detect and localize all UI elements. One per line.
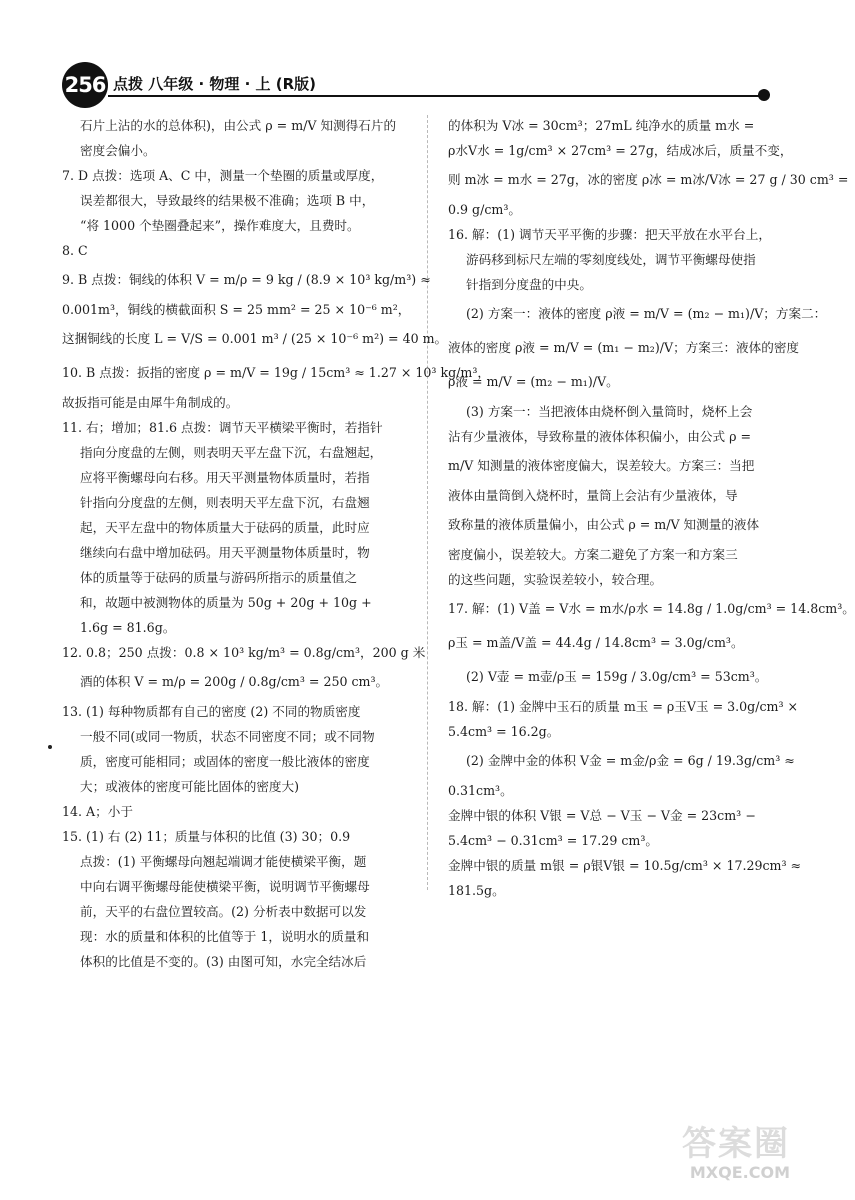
- text-line: 大；或液体的密度可能比固体的密度大): [80, 779, 300, 794]
- text-line: 误差都很大，导致最终的结果极不准确；选项 B 中，: [80, 193, 375, 208]
- text-line: 针指到分度盘的中央。: [466, 277, 592, 292]
- text-line: 一般不同(或同一物质，状态不同密度不同；或不同物: [80, 729, 375, 744]
- page-number-badge: 256: [62, 62, 108, 108]
- text-line: 这捆铜线的长度 L = V/S = 0.001 m³ / (25 × 10⁻⁶ m²) = 40 m。: [62, 331, 448, 346]
- text-line: 针指向分度盘的左侧，则表明天平左盘下沉，右盘翘: [80, 495, 370, 510]
- text-line: 181.5g。: [448, 883, 505, 898]
- text-line: 继续向右盘中增加砝码。用天平测量物体质量时，物: [80, 545, 370, 560]
- text-line: 金牌中银的质量 m银 = ρ银V银 = 10.5g/cm³ × 17.29cm³ ≈: [448, 858, 802, 873]
- text-line: 应将平衡螺母向右移。用天平测量物体质量时，若指: [80, 470, 370, 485]
- header-rule-dot: [758, 89, 770, 101]
- page-header: [0, 0, 803, 110]
- text-line: 5.4cm³ = 16.2g。: [448, 724, 560, 739]
- text-line: 则 m冰 = m水 = 27g，冰的密度 ρ冰 = m冰/V冰 = 27 g / 30 cm³ =: [448, 172, 849, 187]
- text-line: 酒的体积 V = m/ρ = 200g / 0.8g/cm³ = 250 cm³。: [80, 674, 389, 689]
- margin-dot: [48, 745, 52, 749]
- text-line: 1.6g = 81.6g。: [80, 620, 176, 635]
- text-line: (2) 方案一：液体的密度 ρ液 = m/V = (m₂ − m₁)/V；方案二：: [466, 306, 827, 321]
- text-line: 现：水的质量和体积的比值等于 1，说明水的质量和: [80, 929, 370, 944]
- answer-line: 9. B 点拨：铜线的体积 V = m/ρ = 9 kg / (8.9 × 10³ kg/m³) ≈: [62, 272, 431, 287]
- text-line: 致称量的液体质量偏小，由公式 ρ = m/V 知测量的液体: [448, 517, 760, 532]
- text-line: 故扳指可能是由犀牛角制成的。: [62, 395, 239, 410]
- text-line: 液体的密度 ρ液 = m/V = (m₁ − m₂)/V；方案三：液体的密度: [448, 340, 800, 355]
- text-line: 前，天平的右盘位置较高。(2) 分析表中数据可以发: [80, 904, 367, 919]
- text-line: 石片上沾的水的总体积)，由公式 ρ = m/V 知测得石片的: [80, 118, 397, 133]
- header-rule: [108, 95, 763, 97]
- text-line: 体的质量等于砝码的质量与游码所指示的质量值之: [80, 570, 358, 585]
- answer-line: 8. C: [62, 243, 88, 258]
- answer-line: 7. D 点拨：选项 A、C 中，测量一个垫圈的质量或厚度，: [62, 168, 384, 183]
- answer-line: 18. 解：(1) 金牌中玉石的质量 m玉 = ρ玉V玉 = 3.0g/cm³ ×: [448, 699, 799, 714]
- text-line: 0.31cm³。: [448, 783, 513, 798]
- text-line: ρ液 = m/V = (m₂ − m₁)/V。: [448, 374, 619, 389]
- text-line: (2) V壶 = m壶/ρ玉 = 159g / 3.0g/cm³ = 53cm³。: [466, 669, 768, 684]
- answer-line: 15. (1) 右 (2) 11；质量与体积的比值 (3) 30；0.9: [62, 829, 351, 844]
- text-line: m/V 知测量的液体密度偏大，误差较大。方案三：当把: [448, 458, 755, 473]
- text-line: 点拨：(1) 平衡螺母向翘起端调才能使横梁平衡，题: [80, 854, 367, 869]
- text-line: 和，故题中被测物体的质量为 50g + 20g + 10g +: [80, 595, 372, 610]
- watermark-stamp: 答案圈: [682, 1124, 790, 1164]
- answer-line: 17. 解：(1) V盖 = V水 = m水/ρ水 = 14.8g / 1.0g/cm³ = 14.8cm³。: [448, 601, 855, 616]
- text-line: 5.4cm³ − 0.31cm³ = 17.29 cm³。: [448, 833, 658, 848]
- column-divider: [427, 115, 428, 890]
- text-line: 液体由量筒倒入烧杯时，量筒上会沾有少量液体，导: [448, 488, 738, 503]
- text-line: 指向分度盘的左侧，则表明天平左盘下沉，右盘翘起，: [80, 445, 383, 460]
- text-line: 金牌中银的体积 V银 = V总 − V玉 − V金 = 23cm³ −: [448, 808, 756, 823]
- watermark-url: MXQE.COM: [689, 1163, 790, 1182]
- answer-line: 13. (1) 每种物质都有自己的密度 (2) 不同的物质密度: [62, 704, 361, 719]
- book-title: 点拨 八年级 · 物理 · 上 (R版): [113, 75, 316, 93]
- right-column: [448, 113, 855, 903]
- watermark-logo: [650, 1118, 790, 1188]
- text-line: 体积的比值是不变的。(3) 由图可知，水完全结冰后: [80, 954, 367, 969]
- text-line: ρ水V水 = 1g/cm³ × 27cm³ = 27g，结成冰后，质量不变，: [448, 143, 793, 158]
- text-line: 0.9 g/cm³。: [448, 202, 521, 217]
- text-line: 起，天平左盘中的物体质量大于砝码的质量，此时应: [80, 520, 370, 535]
- text-line: (3) 方案一：当把液体由烧杯倒入量筒时，烧杯上会: [466, 404, 753, 419]
- answer-line: 12. 0.8；250 点拨：0.8 × 10³ kg/m³ = 0.8g/cm³，200 g 米: [62, 645, 426, 660]
- text-line: 质，密度可能相同；或固体的密度一般比液体的密度: [80, 754, 370, 769]
- text-line: 中向右调平衡螺母能使横梁平衡，说明调节平衡螺母: [80, 879, 370, 894]
- answer-line: 10. B 点拨：扳指的密度 ρ = m/V = 19g / 15cm³ ≈ 1.27 × 10³ kg/m³，: [62, 365, 491, 380]
- answer-line: 11. 右；增加；81.6 点拨：调节天平横梁平衡时，若指针: [62, 420, 383, 435]
- text-line: “将 1000 个垫圈叠起来”，操作难度大，且费时。: [80, 218, 360, 233]
- text-line: 密度会偏小。: [80, 143, 156, 158]
- text-line: 密度偏小，误差较大。方案二避免了方案一和方案三: [448, 547, 738, 562]
- text-line: 游码移到标尺左端的零刻度线处，调节平衡螺母使指: [466, 252, 756, 267]
- text-line: 沾有少量液体，导致称量的液体体积偏小，由公式 ρ =: [448, 429, 752, 444]
- text-line: 的这些问题，实验误差较小，较合理。: [448, 572, 663, 587]
- text-line: 的体积为 V冰 = 30cm³；27mL 纯净水的质量 m水 =: [448, 118, 755, 133]
- text-line: 0.001m³，铜线的横截面积 S = 25 mm² = 25 × 10⁻⁶ m²，: [62, 302, 411, 317]
- text-line: ρ玉 = m盖/V盖 = 44.4g / 14.8cm³ = 3.0g/cm³。: [448, 635, 744, 650]
- answer-line: 14. A；小于: [62, 804, 133, 819]
- text-line: (2) 金牌中金的体积 V金 = m金/ρ金 = 6g / 19.3g/cm³ ≈: [466, 753, 795, 768]
- answer-line: 16. 解：(1) 调节天平平衡的步骤：把天平放在水平台上，: [448, 227, 771, 242]
